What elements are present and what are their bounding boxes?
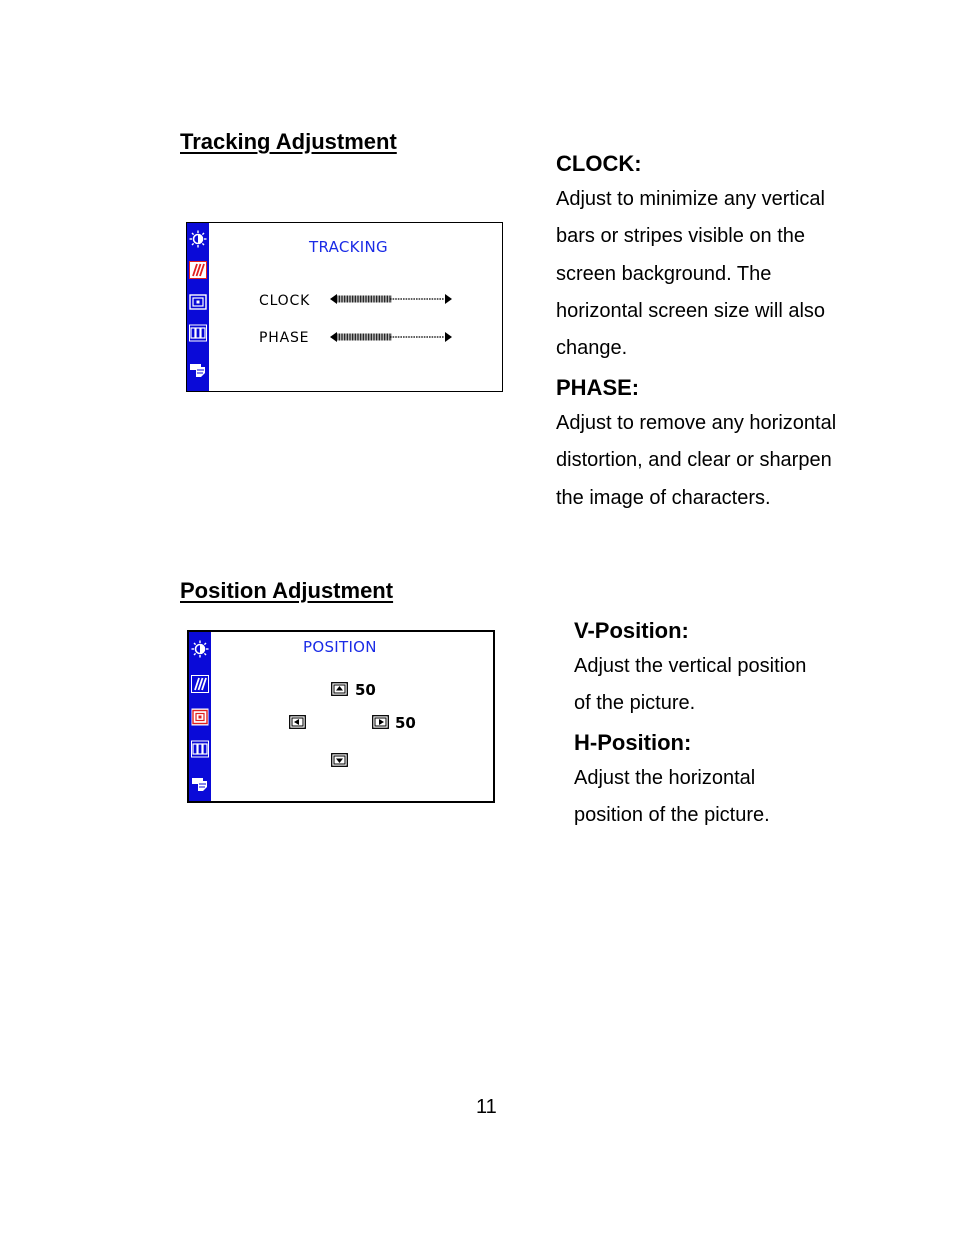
v-position-line: Adjust the vertical position bbox=[574, 655, 807, 677]
h-position-line: Adjust the horizontal bbox=[574, 767, 756, 789]
osd-sidebar bbox=[187, 223, 209, 391]
phase-line: Adjust to remove any horizontal bbox=[556, 412, 837, 434]
position-osd-window bbox=[187, 630, 495, 803]
brightness-icon[interactable] bbox=[191, 640, 209, 658]
phase-term: PHASE: bbox=[556, 375, 640, 400]
phase-label: PHASE bbox=[259, 330, 310, 346]
slider-fill bbox=[338, 334, 391, 341]
v-position-value: 50 bbox=[355, 681, 376, 699]
phase-line: the image of characters. bbox=[556, 486, 771, 509]
h-position-left-icon[interactable] bbox=[289, 715, 306, 729]
brightness-icon[interactable] bbox=[189, 230, 207, 248]
tracking-icon[interactable] bbox=[191, 675, 209, 693]
osd-title: POSITION bbox=[303, 638, 377, 656]
v-position-term: V-Position: bbox=[574, 618, 689, 643]
rgb-icon[interactable] bbox=[191, 740, 209, 758]
phase-line: distortion, and clear or sharpen bbox=[556, 449, 832, 472]
h-position-term: H-Position: bbox=[574, 730, 692, 755]
v-position-down-icon[interactable] bbox=[331, 753, 348, 767]
phase-slider[interactable] bbox=[330, 331, 452, 343]
position-icon[interactable] bbox=[191, 708, 209, 726]
osd-title: TRACKING bbox=[309, 238, 388, 256]
clock-line: horizontal screen size will also bbox=[556, 299, 826, 322]
v-position-up-icon[interactable] bbox=[331, 682, 348, 696]
hand-icon[interactable] bbox=[191, 775, 209, 793]
h-position-description bbox=[574, 760, 874, 834]
h-position-value: 50 bbox=[395, 714, 416, 732]
slider-fill bbox=[338, 296, 391, 303]
tracking-icon[interactable] bbox=[189, 261, 207, 279]
hand-icon[interactable] bbox=[189, 361, 207, 379]
clock-term: CLOCK: bbox=[556, 151, 642, 176]
clock-line: Adjust to minimize any vertical bbox=[556, 188, 825, 210]
osd-sidebar bbox=[189, 632, 211, 801]
v-position-line: of the picture. bbox=[574, 692, 696, 714]
h-position-right-icon[interactable] bbox=[372, 715, 389, 729]
clock-label: CLOCK bbox=[259, 293, 311, 309]
tracking-osd-window bbox=[186, 222, 503, 392]
h-position-line: position of the picture. bbox=[574, 804, 770, 826]
phase-description bbox=[556, 405, 876, 517]
clock-slider[interactable] bbox=[330, 293, 452, 305]
clock-description bbox=[556, 181, 876, 367]
clock-line: screen background. The bbox=[556, 262, 772, 285]
position-icon[interactable] bbox=[189, 293, 207, 311]
rgb-icon[interactable] bbox=[189, 324, 207, 342]
clock-line: bars or stripes visible on the bbox=[556, 225, 806, 248]
clock-line: change. bbox=[556, 337, 628, 360]
page-number: 11 bbox=[476, 1096, 497, 1118]
tracking-adjustment-heading: Tracking Adjustment bbox=[180, 129, 397, 154]
position-adjustment-heading: Position Adjustment bbox=[180, 578, 394, 603]
v-position-description bbox=[574, 648, 874, 722]
